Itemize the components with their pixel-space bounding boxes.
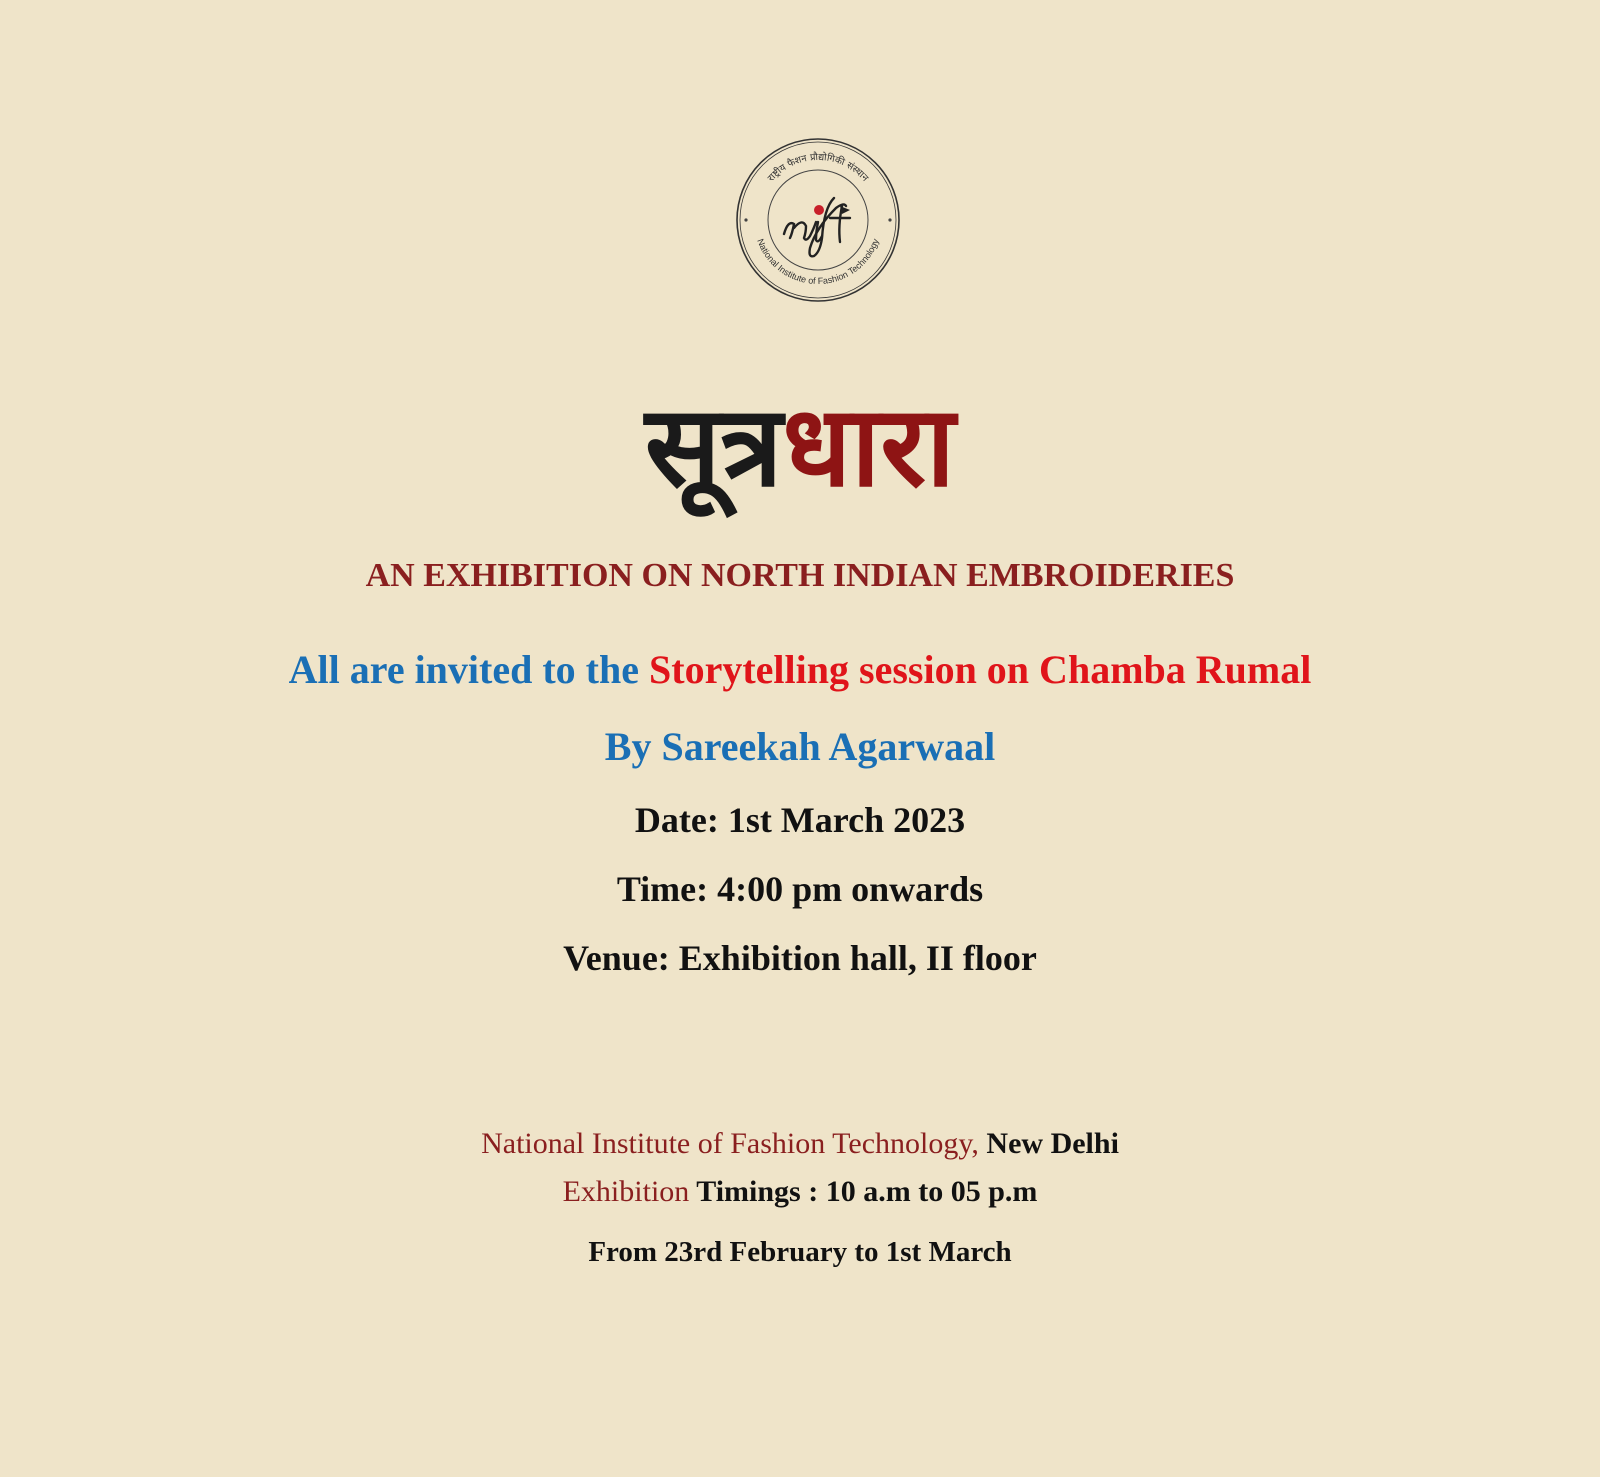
sutradhara-wordmark	[0, 372, 1600, 522]
presenter-name: By Sareekah Agarwaal	[604, 724, 996, 769]
session-title: Storytelling session on Chamba Rumal	[649, 647, 1312, 692]
exhibition-duration: From 23rd February to 1st March	[588, 1236, 1012, 1268]
wordmark-sutra: सूत्र	[644, 382, 783, 512]
exhibition-subtitle: AN EXHIBITION ON NORTH INDIAN EMBROIDERIES	[365, 557, 1235, 594]
nift-logo	[734, 136, 902, 304]
wordmark-dhara: धारा	[782, 382, 956, 512]
seal-top-text: राष्ट्रीय फैशन प्रौद्योगिकी संस्थान	[765, 151, 871, 184]
svg-text:राष्ट्रीय फैशन प्रौद्योगिकी सं	[766, 151, 871, 185]
timings-line	[0, 1170, 1600, 1214]
event-time: Time: 4:00 pm onwards	[616, 869, 984, 909]
event-date: Date: 1st March 2023	[634, 800, 966, 840]
event-venue: Venue: Exhibition hall, II floor	[563, 938, 1037, 978]
timings-label: Exhibition	[562, 1175, 690, 1208]
institute-line	[0, 1122, 1600, 1166]
institute-city: New Delhi	[978, 1127, 1119, 1160]
nift-seal-icon	[734, 136, 902, 304]
institute-name: National Institute of Fashion Technology,	[481, 1127, 979, 1160]
invitation-line	[0, 642, 1600, 698]
monogram-dot	[814, 205, 824, 215]
timings-value: Timings : 10 a.m to 05 p.m	[689, 1175, 1038, 1208]
invitation-lead: All are invited to the	[288, 647, 650, 692]
seal-bottom-text: National Institute of Fashion Technology	[755, 237, 881, 287]
